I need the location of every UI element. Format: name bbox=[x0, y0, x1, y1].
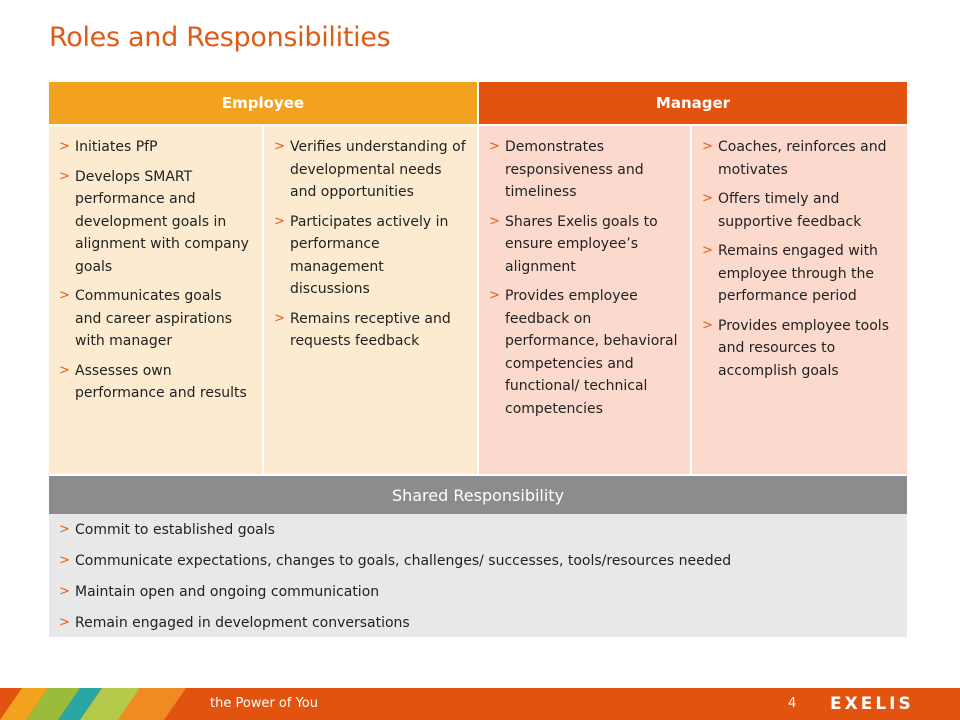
bullet-list bbox=[702, 136, 897, 382]
list-item: > Develops SMART performance and development goals in alignment with company goals bbox=[59, 166, 252, 279]
bullet-list bbox=[274, 136, 467, 353]
manager-column-header: Manager bbox=[479, 82, 907, 124]
list-item: > Offers timely and supportive feedback bbox=[702, 188, 897, 233]
list-item: > Commit to established goals bbox=[59, 519, 897, 541]
slide-title: Roles and Responsibilities bbox=[49, 22, 391, 53]
list-item: > Assesses own performance and results bbox=[59, 360, 252, 405]
list-item: > Provides employee feedback on performance, behavioral competencies and functional/ technical competencies bbox=[489, 285, 680, 420]
header-row bbox=[49, 82, 907, 124]
bullet-list bbox=[59, 519, 897, 634]
page-number: 4 bbox=[788, 696, 797, 711]
list-item: > Communicates goals and career aspirations with manager bbox=[59, 285, 252, 353]
roles-table bbox=[49, 82, 907, 637]
list-item: > Shares Exelis goals to ensure employee’s alignment bbox=[489, 211, 680, 279]
exelis-logo: EXELIS bbox=[830, 694, 914, 714]
list-item: > Coaches, reinforces and motivates bbox=[702, 136, 897, 181]
list-item: > Remain engaged in development conversations bbox=[59, 612, 897, 634]
bullet-list bbox=[489, 136, 680, 420]
shared-responsibility-body bbox=[49, 514, 907, 637]
footer-tagline: the Power of You bbox=[210, 696, 318, 711]
list-item: > Maintain open and ongoing communication bbox=[59, 581, 897, 603]
list-item: > Communicate expectations, changes to goals, challenges/ successes, tools/resources needed bbox=[59, 550, 897, 572]
list-item: > Initiates PfP bbox=[59, 136, 252, 159]
list-item: > Remains engaged with employee through the performance period bbox=[702, 240, 897, 308]
employee-column-header: Employee bbox=[49, 82, 477, 124]
responsibilities-row bbox=[49, 126, 907, 474]
list-item: > Provides employee tools and resources to accomplish goals bbox=[702, 315, 897, 383]
employee-cell-1 bbox=[49, 126, 262, 474]
employee-cell-2 bbox=[264, 126, 477, 474]
bullet-list bbox=[59, 136, 252, 405]
footer-bar bbox=[0, 688, 960, 720]
decorative-stripes-icon bbox=[0, 688, 200, 720]
list-item: > Participates actively in performance management discussions bbox=[274, 211, 467, 301]
list-item: > Demonstrates responsiveness and timeliness bbox=[489, 136, 680, 204]
list-item: > Verifies understanding of developmental needs and opportunities bbox=[274, 136, 467, 204]
shared-responsibility-header: Shared Responsibility bbox=[49, 476, 907, 514]
manager-cell-2 bbox=[692, 126, 907, 474]
manager-cell-1 bbox=[479, 126, 690, 474]
list-item: > Remains receptive and requests feedback bbox=[274, 308, 467, 353]
